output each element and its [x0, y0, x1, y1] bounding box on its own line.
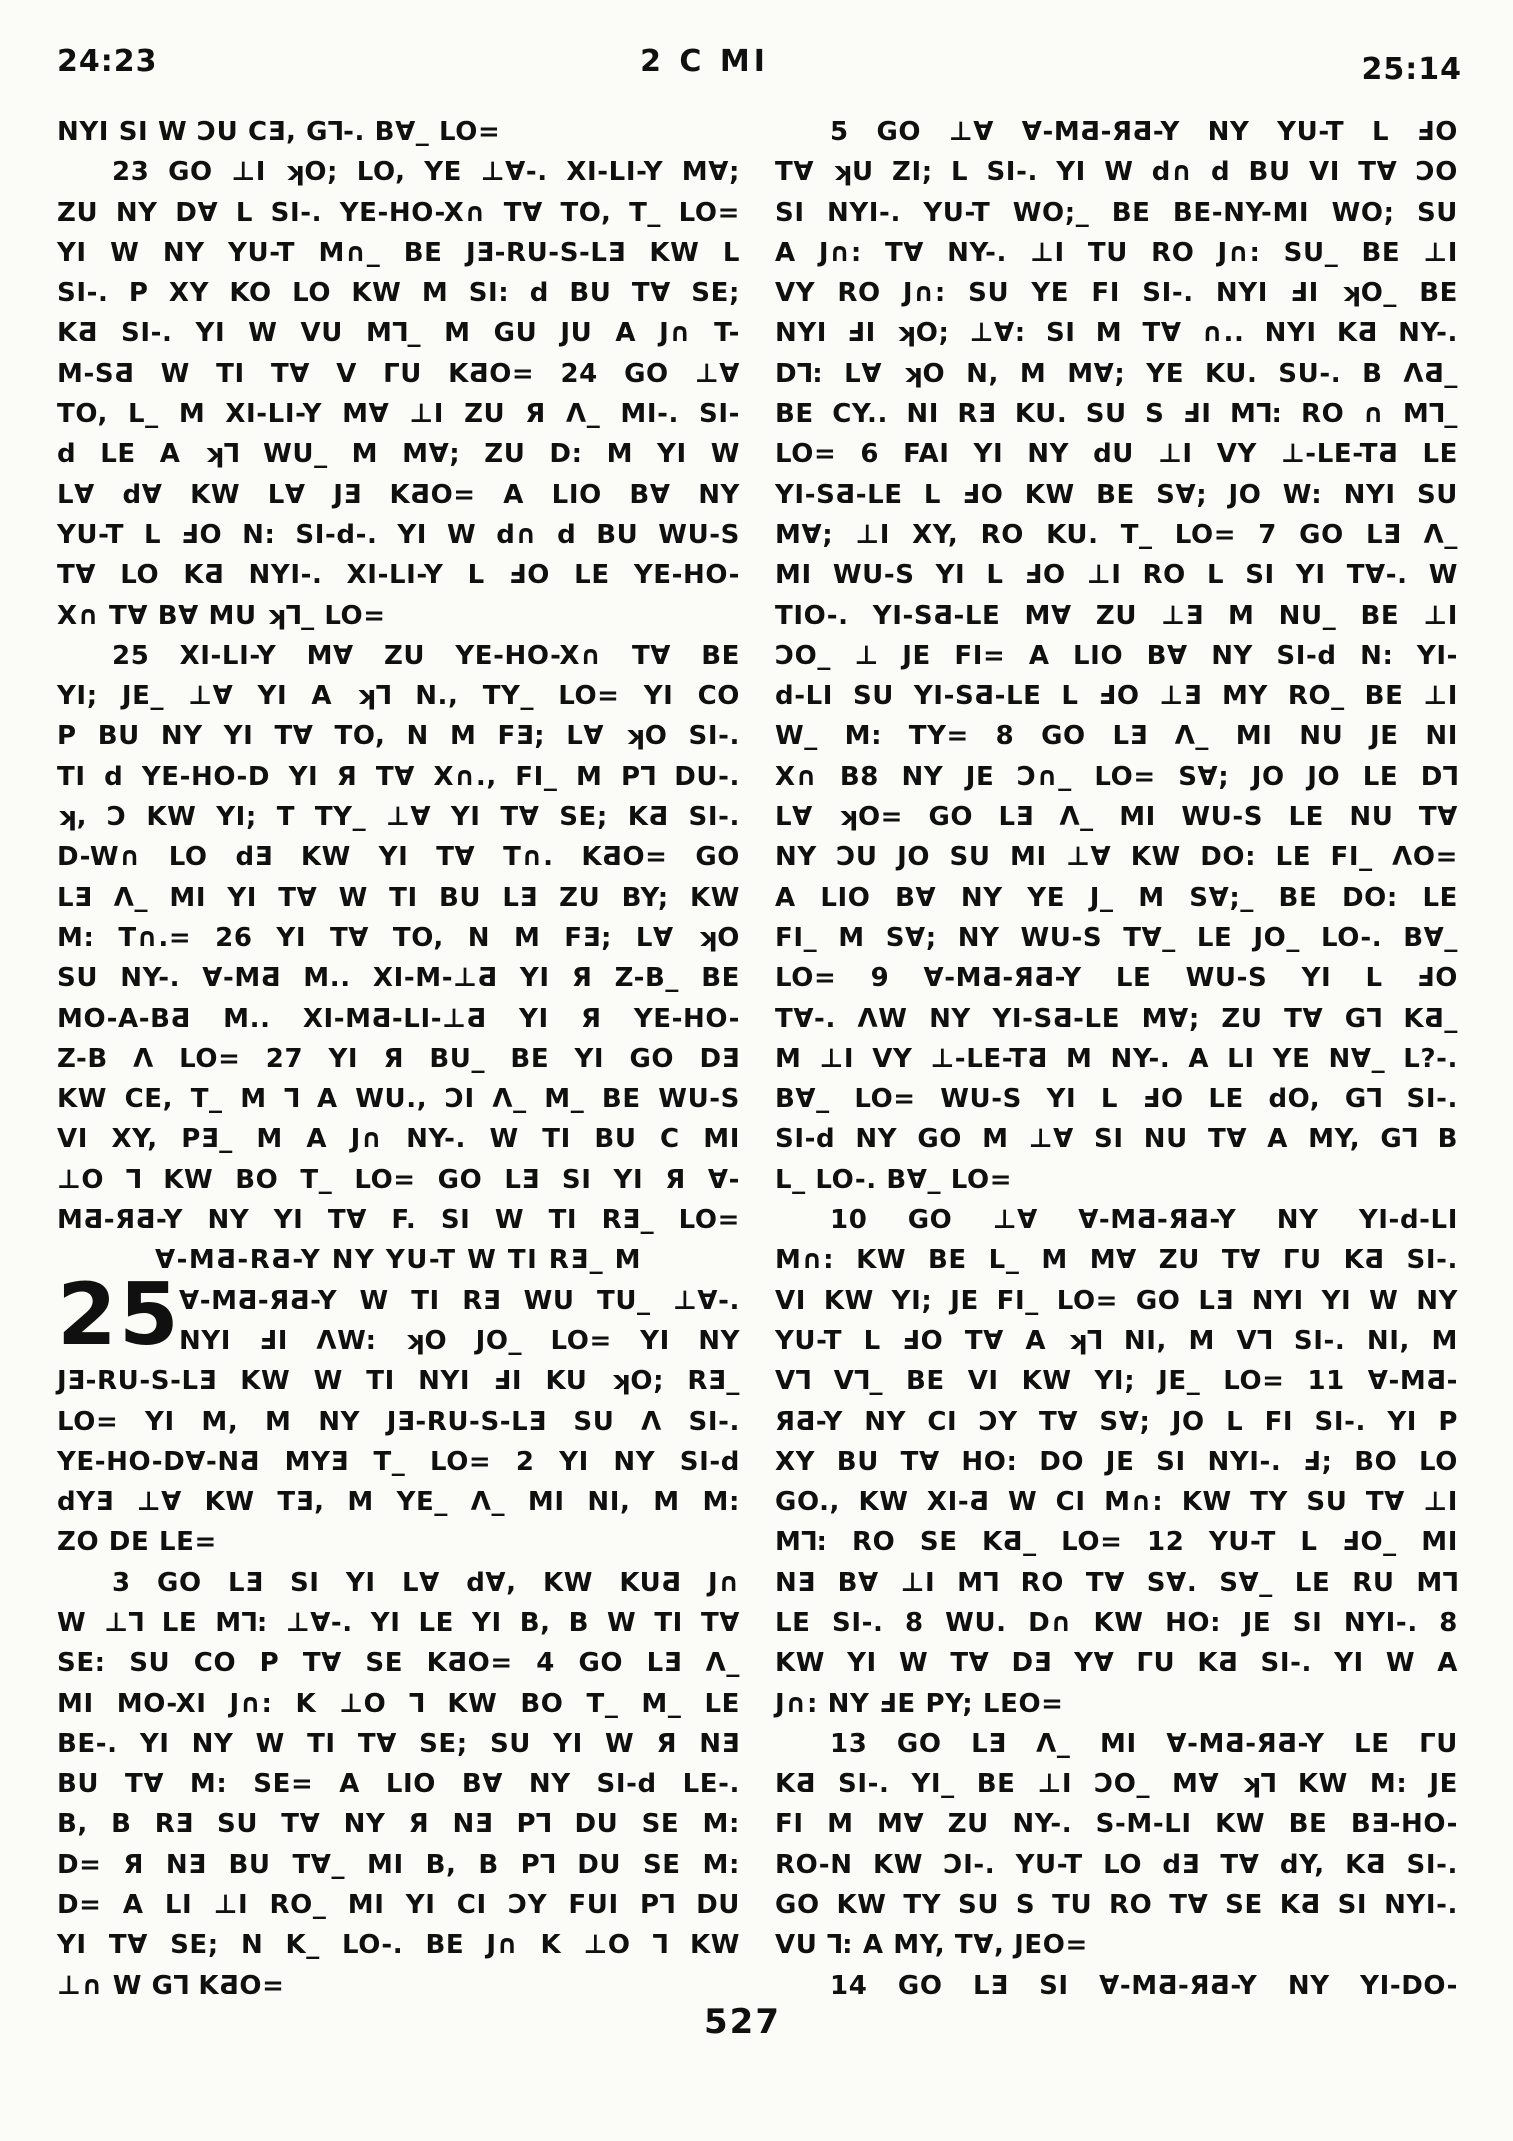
- text-line: YI W NY YU-T M∩_ BE JƎ-RU-S-LƎ KW L: [57, 237, 740, 268]
- text-line: LO= YI M, M NY JƎ-RU-S-LƎ SU Λ SI-.: [57, 1406, 740, 1437]
- text-line: M∩: KW BE L_ M M∀ ZU T∀ ΓU KƋ SI-.: [775, 1245, 1458, 1276]
- text-line: SI NYI-. YU-T WO;_ BE BE-NY-MI WO; SU: [775, 197, 1458, 228]
- text-line: LO= 9 ∀-MƋ-ЯƋ-Y LE WU-S YI L ℲO: [775, 963, 1458, 994]
- text-line: VU ⅂: A MY, T∀, JEO=: [775, 1930, 1088, 1961]
- text-line: D⅂: L∀ ʞO N, M M∀; YE KU. SU-. B ΛƋ_: [775, 358, 1458, 389]
- text-line: L_ LO-. B∀_ LO=: [775, 1164, 1013, 1195]
- page-number: 527: [704, 2002, 781, 2042]
- text-line: LO= 6 FAI YI NY dU ⊥I VY ⊥-LE-TƋ LE: [775, 439, 1458, 470]
- text-line: D-W∩ LO dƎ KW YI T∀ T∩. KƋO= GO: [57, 842, 740, 873]
- text-line: BE-. YI NY W TI T∀ SE; SU YI W Я NƎ: [57, 1728, 740, 1759]
- text-line: FI M M∀ ZU NY-. S-M-LI KW BE BƎ-HO-: [775, 1809, 1458, 1840]
- text-line: ЯƋ-Y NY CI ƆY T∀ S∀; JO L FI SI-. YI P: [775, 1406, 1458, 1437]
- text-line: 14 GO LƎ SI ∀-MƋ-ЯƋ-Y NY YI-DO-: [830, 1970, 1458, 2001]
- text-line: 23 GO ⊥I ʞO; LO, YE ⊥∀-. XI-LI-Y M∀;: [112, 157, 740, 188]
- text-line: dYƎ ⊥∀ KW TƎ, M YE_ Λ_ MI NI, M M:: [57, 1487, 740, 1518]
- text-line: VI KW YI; JE FI_ LO= GO LƎ NYI YI W NY: [775, 1285, 1458, 1316]
- text-line: MI WU-S YI L ℲO ⊥I RO L SI YI T∀-. W: [775, 560, 1458, 591]
- right-column: [775, 112, 1458, 2006]
- header-right-verse-ref: 25:14: [1361, 52, 1462, 87]
- text-line: ∀-MƋ-ЯƋ-Y W TI RƎ WU TU_ ⊥∀-.: [179, 1285, 740, 1316]
- text-line: M-SƋ W TI T∀ V ΓU KƋO= 24 GO ⊥∀: [57, 358, 740, 389]
- text-line: W ⊥⅂ LE M⅂: ⊥∀-. YI LE YI B, B W TI T∀: [57, 1607, 740, 1638]
- text-line: T∀ ʞU ZI; L SI-. YI W d∩ d BU VI T∀ ƆO: [775, 157, 1458, 188]
- text-line: NY ƆU JO SU MI ⊥∀ KW DO: LE FI_ ΛO=: [775, 842, 1458, 873]
- header-book-title: 2 C MI: [640, 44, 769, 79]
- text-line: SU NY-. ∀-MƋ M.. XI-M-⊥Ƌ YI Я Z-B_ BE: [57, 963, 740, 994]
- text-line: 13 GO LƎ Λ_ MI ∀-MƋ-ЯƋ-Y LE ΓU: [830, 1728, 1458, 1759]
- text-line: d-LI SU YI-SƋ-LE L ℲO ⊥Ǝ MY RO_ BE ⊥I: [775, 681, 1458, 712]
- text-line: GO KW TY SU S TU RO T∀ SE KƋ SI NYI-.: [775, 1890, 1458, 1921]
- text-line: SI-. P XY KO LO KW M SI: d BU T∀ SE;: [57, 278, 740, 309]
- text-line: d LE A ʞ⅂ WU_ M M∀; ZU D: M YI W: [57, 439, 740, 470]
- text-line: M∀; ⊥I XY, RO KU. T_ LO= 7 GO LƎ Λ_: [775, 519, 1458, 550]
- text-line: LE SI-. 8 WU. D∩ KW HO: JE SI NYI-. 8: [775, 1607, 1458, 1638]
- text-line: BU T∀ M: SE= A LIO B∀ NY SI-d LE-.: [57, 1769, 740, 1800]
- text-line: NƎ B∀ ⊥I M⅂ RO T∀ S∀. S∀_ LE RU M⅂: [775, 1567, 1458, 1598]
- text-line: A J∩: T∀ NY-. ⊥I TU RO J∩: SU_ BE ⊥I: [775, 237, 1458, 268]
- text-line: TI d YE-HO-D YI Я T∀ X∩., FI_ M P⅂ DU-.: [57, 761, 740, 792]
- text-line: RO-N KW ƆI-. YU-T LO dƎ T∀ dY, KƋ SI-.: [775, 1849, 1458, 1880]
- text-line: ZO DE LE=: [57, 1527, 217, 1558]
- text-columns: [57, 112, 1458, 2006]
- text-line: L∀ ʞO= GO LƎ Λ_ MI WU-S LE NU T∀: [775, 802, 1458, 833]
- text-line: BE CY.. NI RƎ KU. SU S ℲI M⅂: RO ∩ M⅂_: [775, 399, 1458, 430]
- text-line: TIO-. YI-SƋ-LE M∀ ZU ⊥Ǝ M NU_ BE ⊥I: [775, 600, 1458, 631]
- text-line: KW YI W T∀ DƎ Y∀ ΓU KƋ SI-. YI W A: [775, 1648, 1458, 1679]
- header-left-verse-ref: 24:23: [57, 44, 158, 79]
- text-line: M: T∩.= 26 YI T∀ TO, N M FƎ; L∀ ʞO: [57, 922, 740, 953]
- text-line: SE: SU CO P T∀ SE KƋO= 4 GO LƎ Λ_: [57, 1648, 740, 1679]
- text-line: D= Я NƎ BU T∀_ MI B, B P⅂ DU SE M:: [57, 1849, 740, 1880]
- text-line: T∀ LO KƋ NYI-. XI-LI-Y L ℲO LE YE-HO-: [57, 560, 740, 591]
- text-line: NYI ℲI ʞO; ⊥∀: SI M T∀ ∩.. NYI KƋ NY-.: [775, 318, 1458, 349]
- text-line: 10 GO ⊥∀ ∀-MƋ-ЯƋ-Y NY YI-d-LI: [830, 1205, 1458, 1236]
- text-line: M ⊥I VY ⊥-LE-TƋ M NY-. A LI YE N∀_ L?-.: [775, 1043, 1458, 1074]
- text-line: SI-d NY GO M ⊥∀ SI NU T∀ A MY, G⅂ B: [775, 1124, 1458, 1155]
- text-line: P BU NY YI T∀ TO, N M FƎ; L∀ ʞO SI-.: [57, 721, 740, 752]
- text-line: M⅂: RO SE KƋ_ LO= 12 YU-T L ℲO_ MI: [775, 1527, 1458, 1558]
- text-line: TO, L_ M XI-LI-Y M∀ ⊥I ZU Я Λ_ MI-. SI-: [57, 399, 740, 430]
- text-line: B, B RƎ SU T∀ NY Я NƎ P⅂ DU SE M:: [57, 1809, 740, 1840]
- text-line: L∀ d∀ KW L∀ JƎ KƋO= A LIO B∀ NY: [57, 479, 740, 510]
- text-line: YI; JE_ ⊥∀ YI A ʞ⅂ N., TY_ LO= YI CO: [57, 681, 740, 712]
- text-line: ⊥O ⅂ KW BO T_ LO= GO LƎ SI YI Я ∀-: [57, 1164, 740, 1195]
- text-line: YI T∀ SE; N K_ LO-. BE J∩ K ⊥O ⅂ KW: [57, 1930, 740, 1961]
- text-line: ZU NY D∀ L SI-. YE-HO-X∩ T∀ TO, T_ LO=: [57, 197, 740, 228]
- text-line: ∀-MƋ-RƋ-Y NY YU-T W TI RƎ_ M: [154, 1245, 643, 1276]
- text-line: X∩ B8 NY JE Ɔ∩_ LO= S∀; JO JO LE D⅂: [775, 761, 1458, 792]
- text-line: LƎ Λ_ MI YI T∀ W TI BU LƎ ZU BY; KW: [57, 882, 740, 913]
- text-line: 5 GO ⊥∀ ∀-MƋ-ЯƋ-Y NY YU-T L ℲO: [830, 117, 1458, 147]
- text-line: ʞ, Ɔ KW YI; T TY_ ⊥∀ YI T∀ SE; KƋ SI-.: [57, 802, 740, 833]
- text-line: JƎ-RU-S-LƎ KW W TI NYI ℲI KU ʞO; RƎ_: [57, 1366, 740, 1397]
- text-line: YI-SƋ-LE L ℲO KW BE S∀; JO W: NYI SU: [775, 479, 1458, 510]
- text-line: J∩: NY ℲE PY; LEO=: [775, 1688, 1064, 1719]
- text-line: KƋ SI-. YI W VU M⅂_ M GU JU A J∩ T-: [57, 318, 740, 349]
- text-line: YU-T L ℲO N: SI-d-. YI W d∩ d BU WU-S: [57, 519, 740, 550]
- text-line: FI_ M S∀; NY WU-S T∀_ LE JO_ LO-. B∀_: [775, 922, 1458, 953]
- text-line: KƋ SI-. YI_ BE ⊥I ƆO_ M∀ ʞ⅂ KW M: JE: [775, 1769, 1458, 1800]
- text-line: V⅂ V⅂_ BE VI KW YI; JE_ LO= 11 ∀-MƋ-: [775, 1366, 1458, 1397]
- text-line: MO-A-BƋ M.. XI-MƋ-LI-⊥Ƌ YI Я YE-HO-: [57, 1003, 740, 1034]
- text-line: X∩ T∀ B∀ MU ʞ⅂_ LO=: [57, 600, 386, 631]
- text-line: ⊥∩ W G⅂ KƋO=: [57, 1970, 285, 2001]
- text-line: KW CE, T_ M ⅂ A WU., ƆI Λ_ M_ BE WU-S: [57, 1084, 740, 1115]
- text-line: NYI SI W ƆU CƎ, G⅂-. B∀_ LO=: [57, 117, 501, 147]
- text-line: A LIO B∀ NY YE J_ M S∀;_ BE DO: LE: [775, 882, 1458, 913]
- text-line: GO., KW XI-Ƌ W CI M∩: KW TY SU T∀ ⊥I: [775, 1487, 1458, 1518]
- text-line: W_ M: TY= 8 GO LƎ Λ_ MI NU JE NI: [775, 721, 1458, 752]
- text-line: 3 GO LƎ SI YI L∀ d∀, KW KUƋ J∩: [112, 1567, 740, 1598]
- text-line: 25 XI-LI-Y M∀ ZU YE-HO-X∩ T∀ BE: [112, 640, 740, 671]
- left-column: [57, 112, 740, 2006]
- text-line: XY BU T∀ HO: DO JE SI NYI-. Ⅎ; BO LO: [775, 1446, 1458, 1477]
- text-line: Z-B Λ LO= 27 YI Я BU_ BE YI GO DƎ: [57, 1043, 740, 1074]
- text-line: MƋ-ЯƋ-Y NY YI T∀ F. SI W TI RƎ_ LO=: [57, 1205, 740, 1236]
- chapter-number-drop-cap: 25: [57, 1265, 181, 1365]
- text-line: D= A LI ⊥I RO_ MI YI CI ƆY FUI P⅂ DU: [57, 1890, 740, 1921]
- running-head: [57, 44, 1462, 87]
- text-line: T∀-. ΛW NY YI-SƋ-LE M∀; ZU T∀ G⅂ KƋ_: [775, 1003, 1458, 1034]
- text-line: ƆO_ ⊥ JE FI= A LIO B∀ NY SI-d N: YI-: [775, 640, 1458, 671]
- text-line: VI XY, PƎ_ M A J∩ NY-. W TI BU C MI: [57, 1124, 740, 1155]
- text-line: VY RO J∩: SU YE FI SI-. NYI ℲI ʞO_ BE: [775, 278, 1458, 309]
- text-line: NYI ℲI ΛW: ʞO JO_ LO= YI NY: [179, 1325, 740, 1356]
- text-line: YE-HO-D∀-NƋ MYƎ T_ LO= 2 YI NY SI-d: [57, 1446, 740, 1477]
- text-line: MI MO-XI J∩: K ⊥O ⅂ KW BO T_ M_ LE: [57, 1688, 740, 1719]
- text-line: B∀_ LO= WU-S YI L ℲO LE dO, G⅂ SI-.: [775, 1084, 1458, 1115]
- text-line: YU-T L ℲO T∀ A ʞ⅂ NI, M V⅂ SI-. NI, M: [775, 1325, 1458, 1356]
